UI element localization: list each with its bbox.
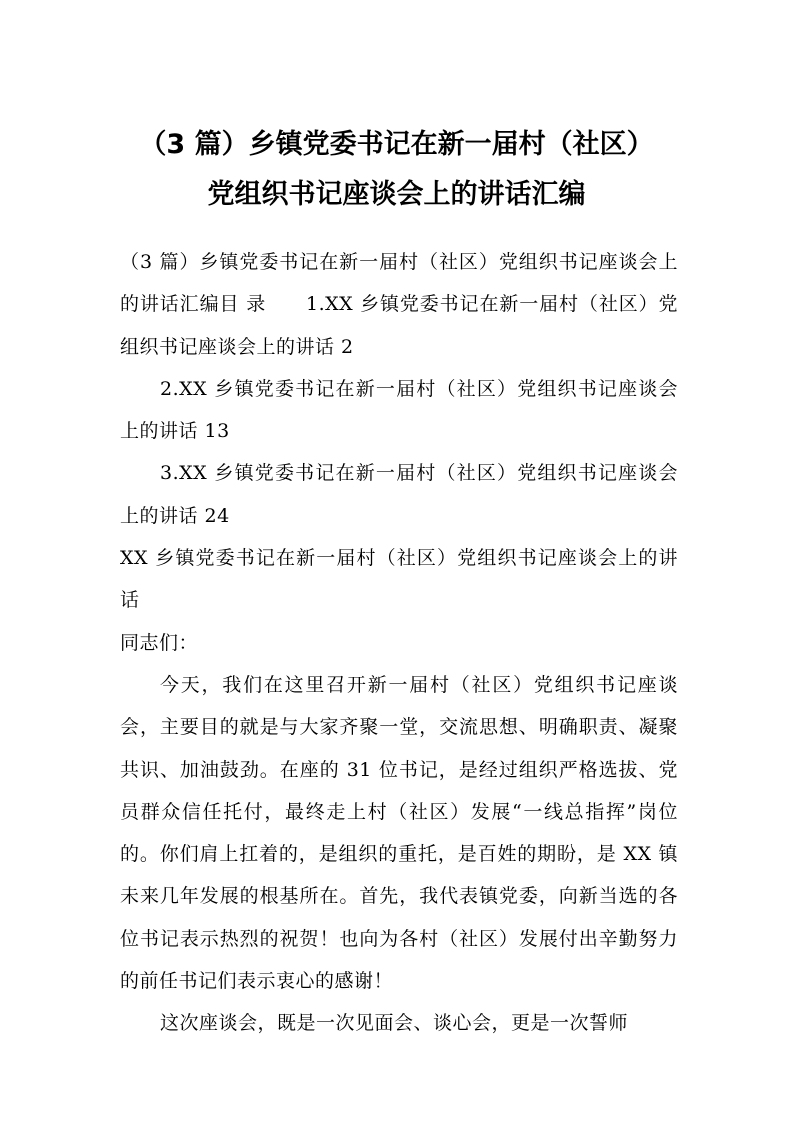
document-body <box>120 241 678 1045</box>
toc-intro: （3 篇）乡镇党委书记在新一届村（社区）党组织书记座谈会上的讲话汇编目 录 1.XX 乡镇党委书记在新一届村（社区）党组织书记座谈会上的讲话 2 <box>120 251 678 358</box>
body-paragraph-1: 今天，我们在这里召开新一届村（社区）党组织书记座谈会，主要目的就是与大家齐聚一堂，交流思想、明确职责、凝聚共识、加油鼓劲。在座的 31 位书记，是经过组织严格选拔、党员群众信任托付，最终走上村（社区）发展“一线总指挥”岗位的。你们肩上扛着的，是组织的重托，是百姓的期盼，是 XX 镇未来几年发展的根基所在。首先，我代表镇党委，向新当选的各位书记表示热烈的祝贺！也向为各村（社区）发展付出辛勤努力的前任书记们表示衷心的感谢！ <box>120 673 678 993</box>
document-title-line-1: （3 篇）乡镇党委书记在新一届村（社区） <box>139 129 654 160</box>
body-paragraph-2: 这次座谈会，既是一次见面会、谈心会，更是一次誓师 <box>160 1012 629 1035</box>
toc-item-3: 3.XX 乡镇党委书记在新一届村（社区）党组织书记座谈会上的讲话 24 <box>120 462 678 527</box>
toc-item-2: 2.XX 乡镇党委书记在新一届村（社区）党组织书记座谈会上的讲话 13 <box>120 377 678 443</box>
document-title-line-2: 党组织书记座谈会上的讲话汇编 <box>207 179 586 210</box>
salutation: 同志们： <box>120 631 199 654</box>
section-heading: XX 乡镇党委书记在新一届村（社区）党组织书记座谈会上的讲话 <box>120 547 678 612</box>
